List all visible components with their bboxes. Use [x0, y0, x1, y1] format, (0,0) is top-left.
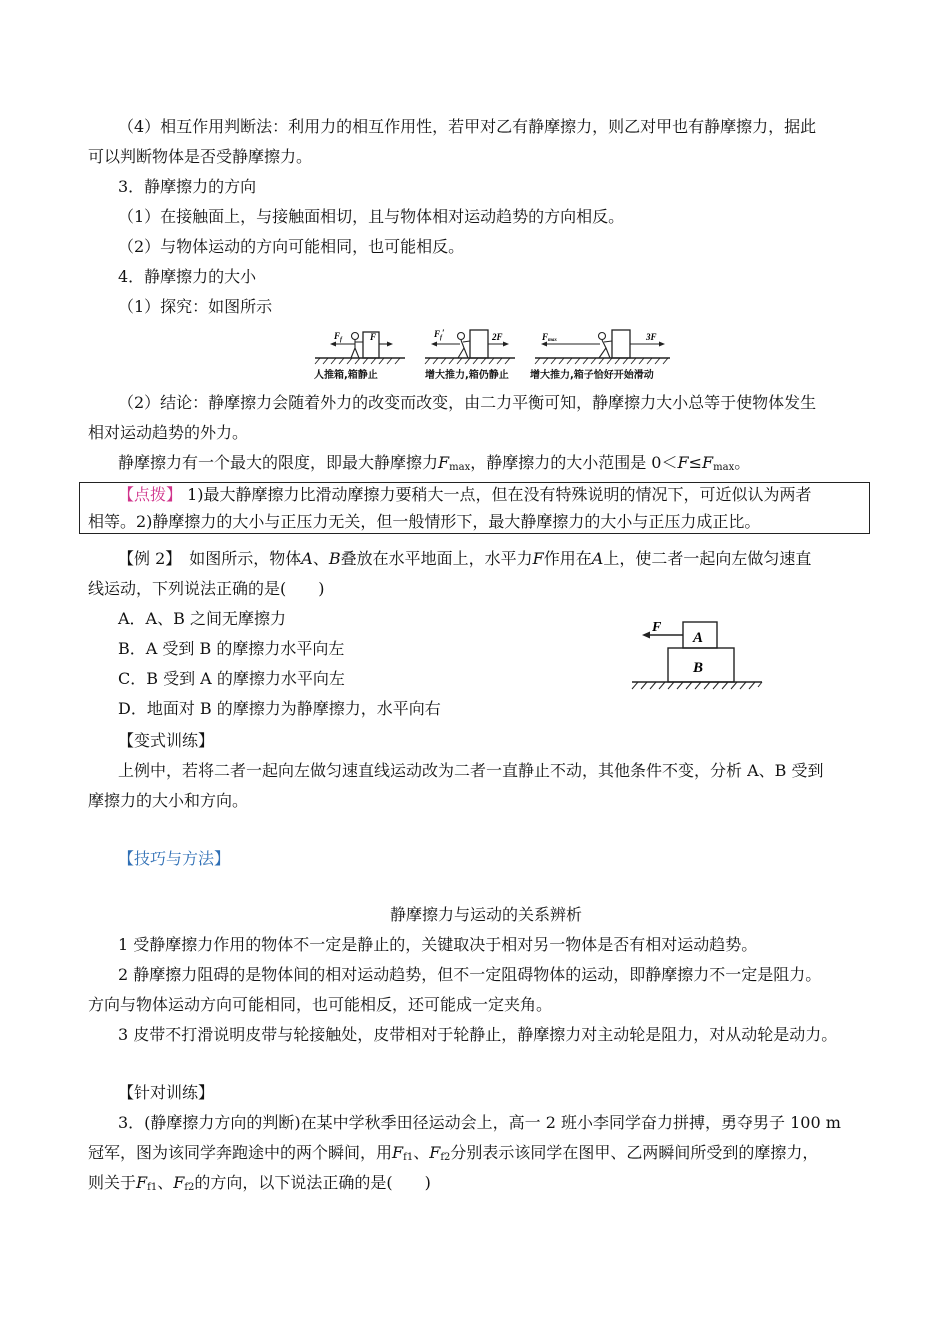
push-label: 3F [646, 332, 657, 342]
block-b-label: B [693, 660, 704, 676]
max-mid: ，静摩擦力的大小范围是 0＜ [470, 453, 678, 472]
train-sep: 、 [157, 1173, 174, 1192]
force-label: F [652, 620, 662, 635]
max-F: F [438, 453, 450, 472]
stacked-blocks-figure [628, 612, 768, 696]
person-body [599, 340, 612, 358]
example-2-line-2: 线运动，下列说法正确的是( ) [88, 579, 325, 598]
friction-sub: max [548, 338, 557, 343]
max-sub: max [449, 462, 471, 473]
train-F: F [392, 1143, 404, 1162]
skill-item-1: 1 受静摩擦力作用的物体不一定是静止的，关键取决于相对另一物体是否有相对运动趋势。 [118, 935, 758, 954]
skill-item-2: 2 静摩擦力阻碍的是物体间的相对运动趋势，但不一定阻碍物体的运动，即静摩擦力不一定是阻力。 [118, 965, 822, 984]
box [470, 330, 488, 358]
max-end: 。 [734, 453, 751, 472]
caption-2: 增大推力,箱仍静止 [425, 370, 509, 381]
train-text: 分别表示该同学在图甲、乙两瞬间所受到的摩擦力， [450, 1143, 819, 1162]
tip-text-1: 1)最大静摩擦力比滑动摩擦力要稍大一点，但在没有特殊说明的情况下，可近似认为两者 [187, 485, 812, 504]
example-2-line-1 [118, 548, 811, 570]
ex-text: 叠放在水平地面上，水平力 [340, 549, 533, 568]
caption-3: 增大推力,箱子恰好开始滑动 [530, 370, 654, 381]
option-c: C．B 受到 A 的摩擦力水平向左 [118, 669, 345, 688]
person-head [599, 333, 606, 340]
conclusion-line: （2）结论：静摩擦力会随着外力的改变而改变，由二力平衡可知，静摩擦力大小总等于使物体发生 [118, 393, 817, 412]
ex-A: A [591, 549, 604, 568]
train-sub: f2 [184, 1182, 195, 1193]
train-text: 冠军，图为该同学奔跑途中的两个瞬间，用 [88, 1143, 393, 1162]
push-label: 2F [492, 332, 503, 342]
training-line-1: 3．(静摩擦力方向的判断)在某中学秋季田径运动会上，高一 2 班小李同学奋力拼搏，勇夺男子 100 m [118, 1113, 841, 1132]
svg-text:Fmax [541, 332, 557, 343]
skill-item-3: 3 皮带不打滑说明皮带与轮接触处，皮带相对于轮静止，静摩擦力对主动轮是阻力，对从动轮是动力。 [118, 1025, 838, 1044]
push-label: F [370, 332, 377, 342]
train-F: F [429, 1143, 441, 1162]
max-pre: 静摩擦力有一个最大的限度，即最大静摩擦力 [118, 453, 439, 472]
train-sub: f1 [147, 1182, 158, 1193]
ex-F: F [532, 549, 544, 568]
skill-heading: 【技巧与方法】 [118, 849, 231, 868]
svg-text:Ff [333, 331, 343, 343]
tip-tag: 【点拨】 [118, 485, 183, 504]
heading-magnitude: 4．静摩擦力的大小 [118, 267, 257, 286]
conclusion-line-cont: 相对运动趋势的外力。 [88, 423, 249, 442]
range-F: F [677, 453, 689, 472]
scene-1 [315, 331, 405, 364]
training-line-3 [88, 1172, 431, 1199]
ex-sep: 、 [312, 549, 329, 568]
skill-title: 静摩擦力与运动的关系辨析 [390, 905, 583, 924]
ex-B: B [328, 549, 341, 568]
training-heading: 【针对训练】 [118, 1083, 215, 1102]
scene-2 [425, 328, 515, 364]
variant-line-1: 上例中，若将二者一起向左做匀速直线运动改为二者一直静止不动，其他条件不变，分析 A、B 受到 [118, 761, 824, 780]
option-d: D．地面对 B 的摩擦力为静摩擦力，水平向右 [118, 699, 441, 718]
explore-line: （1）探究：如图所示 [118, 297, 273, 316]
train-sub: f2 [440, 1152, 451, 1163]
train-sep: 、 [413, 1143, 430, 1162]
ex-A: A [301, 549, 313, 568]
max-friction-line [118, 452, 750, 479]
person-head [352, 333, 359, 340]
tip-line-2: 相等。2)静摩擦力的大小与正压力无关，但一般情形下，最大静摩擦力的大小与正压力成正比。 [88, 512, 761, 531]
variant-heading: 【变式训练】 [118, 731, 215, 750]
person-head [458, 333, 465, 340]
skill-item-2-cont: 方向与物体运动方向可能相同，也可能相反，还可能成一定夹角。 [88, 995, 553, 1014]
person-body [351, 340, 363, 358]
heading-direction: 3．静摩擦力的方向 [118, 177, 257, 196]
friction-label: F [334, 331, 341, 341]
variant-line-2: 摩擦力的大小和方向。 [88, 791, 249, 810]
scene-3 [535, 330, 670, 364]
paragraph-mutual-action-cont: 可以判断物体是否受静摩擦力。 [88, 147, 313, 166]
train-sub: f1 [403, 1152, 414, 1163]
example-tag: 【例 2】 [118, 549, 174, 568]
direction-item-1: （1）在接触面上，与接触面相切，且与物体相对运动趋势的方向相反。 [118, 207, 625, 226]
paragraph-mutual-action: （4）相互作用判断法：利用力的相互作用性，若甲对乙有静摩擦力，则乙对甲也有静摩擦力，据此 [118, 117, 817, 136]
ex-text: 作用在 [543, 549, 592, 568]
friction-sub: f [340, 337, 343, 343]
friction-sub: f [440, 335, 443, 341]
range-Fmax: F [702, 453, 714, 472]
friction-prime: ′ [442, 328, 445, 338]
friction-label: F [542, 332, 549, 342]
tip-line-1 [118, 484, 812, 506]
train-F: F [173, 1173, 185, 1192]
option-b: B．A 受到 B 的摩擦力水平向左 [118, 639, 345, 658]
friction-label: F [434, 329, 441, 339]
direction-item-2: （2）与物体运动的方向可能相同，也可能相反。 [118, 237, 465, 256]
range-le: ≤ [688, 453, 703, 472]
train-text: 的方向，以下说法正确的是( ) [194, 1173, 431, 1192]
range-sub: max [713, 462, 735, 473]
caption-1: 人推箱,箱静止 [314, 370, 378, 381]
train-F: F [136, 1173, 148, 1192]
ex-text: 上，使二者一起向左做匀速直 [603, 549, 812, 568]
svg-text:Ff′ [433, 328, 445, 341]
training-line-2 [88, 1142, 818, 1169]
ex-text: 如图所示，物体 [173, 549, 302, 568]
box [612, 330, 630, 358]
option-a: A．A、B 之间无摩擦力 [118, 609, 286, 628]
train-text: 则关于 [88, 1173, 137, 1192]
block-a-label: A [693, 630, 704, 646]
person-body [458, 340, 470, 358]
